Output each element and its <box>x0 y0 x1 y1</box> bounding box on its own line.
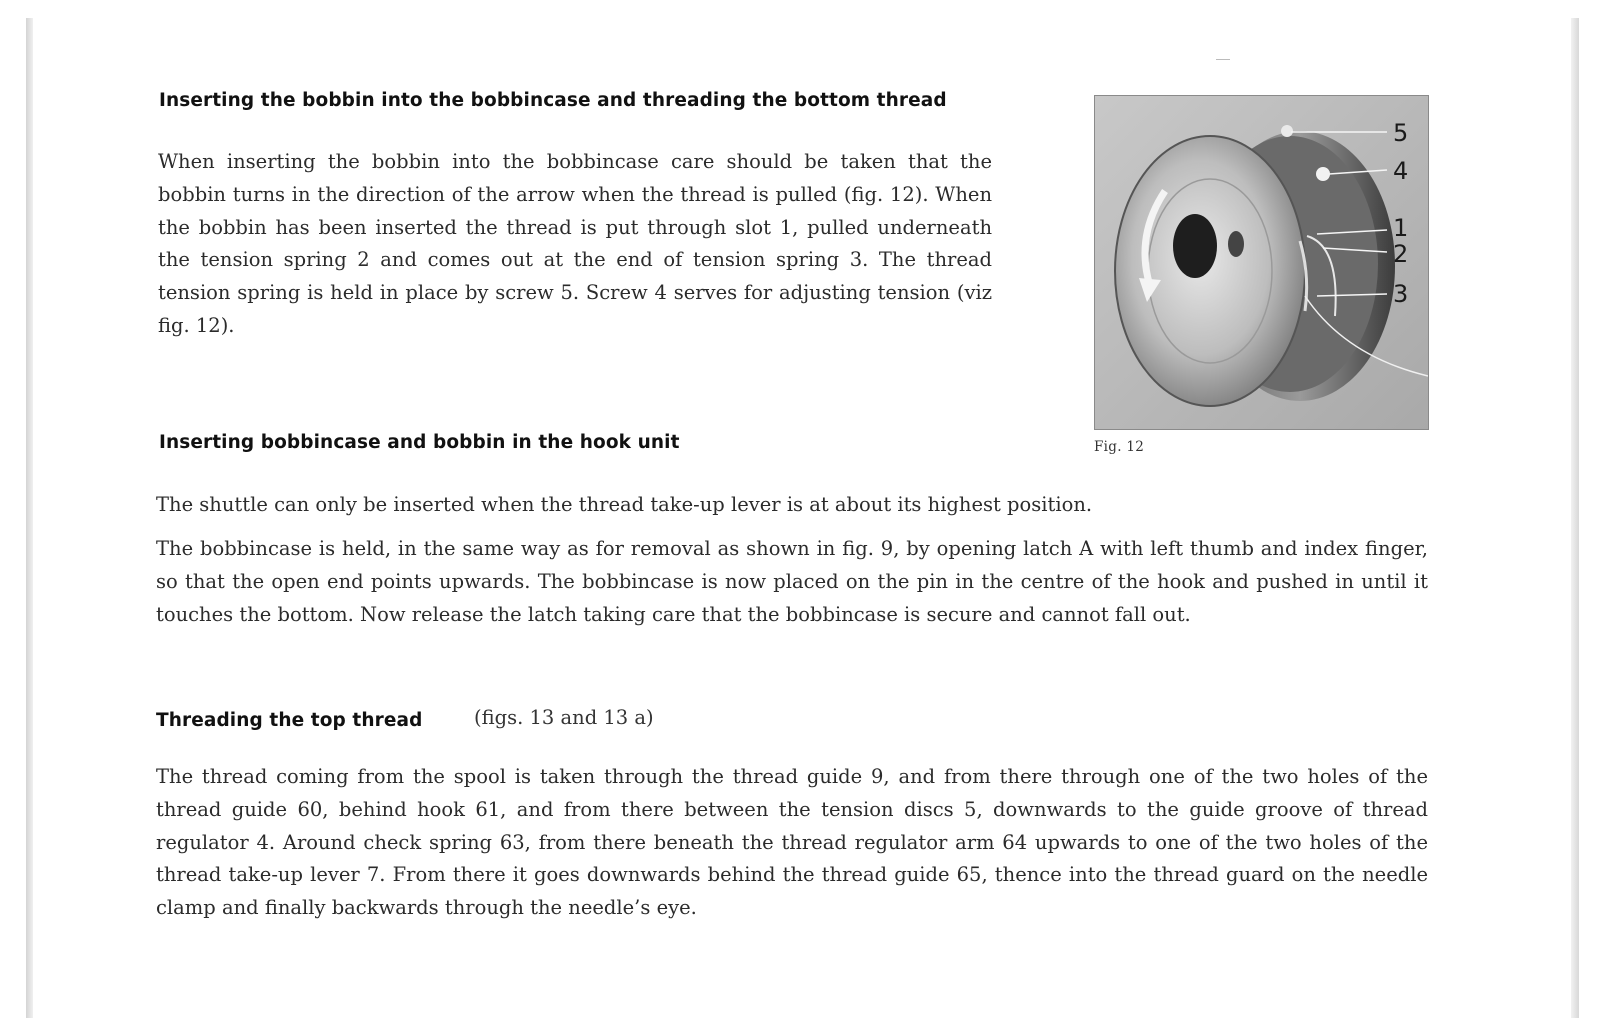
figure-caption: Fig. 12 <box>1094 439 1145 455</box>
label-4: 4 <box>1393 157 1409 185</box>
section-heading-top-thread: Threading the top thread <box>156 710 423 731</box>
paragraph-shuttle: The shuttle can only be inserted when the thread take-up lever is at about its highest position. <box>156 493 1093 516</box>
scan-mark <box>1216 59 1230 60</box>
section-heading-hook-unit: Inserting bobbincase and bobbin in the hook unit <box>159 432 680 453</box>
label-5: 5 <box>1393 119 1409 147</box>
paragraph-bobbin: When inserting the bobbin into the bobbincase care should be taken that the bobbin turns in the direction of the arrow when the thread is pulled (fig. 12). When the bobbin has been inserted the thread is put through slot 1, pulled underneath the tension spring 2 and comes out at the end of tension spring 3. The thread tension spring is held in place by screw 5. Screw 4 serves for adjusting tension (viz fig. 12). <box>158 150 992 337</box>
figure-reference: (figs. 13 and 13 a) <box>474 706 654 729</box>
paragraph-bobbincase: The bobbincase is held, in the same way as for removal as shown in fig. 9, by opening latch A with left thumb and index finger, so that the open end points upwards. The bobbincase is now placed on the pin in the centre of the hook and pushed in until it touches the bottom. Now release the latch taking care that the bobbincase is secure and cannot fall out. <box>156 537 1428 626</box>
figure-bobbincase-photo <box>1094 95 1429 430</box>
section-heading-bobbin: Inserting the bobbin into the bobbincase and threading the bottom thread <box>159 90 947 111</box>
label-3: 3 <box>1393 280 1409 308</box>
label-2: 2 <box>1393 240 1409 268</box>
page-edge-right <box>1571 18 1579 1018</box>
bobbincase-illustration <box>1095 96 1428 429</box>
label-1: 1 <box>1393 214 1409 242</box>
page-edge-left <box>26 18 33 1018</box>
paragraph-top-thread: The thread coming from the spool is taken through the thread guide 9, and from there through one of the two holes of the thread guide 60, behind hook 61, and from there between the tension discs 5, downwards to the guide groove of thread regulator 4. Around check spring 63, from there beneath the thread regulator arm 64 upwards to one of the two holes of the thread take-up lever 7. From there it goes downwards behind the thread guide 65, thence into the thread guard on the needle clamp and finally backwards through the needle’s eye. <box>156 765 1428 920</box>
